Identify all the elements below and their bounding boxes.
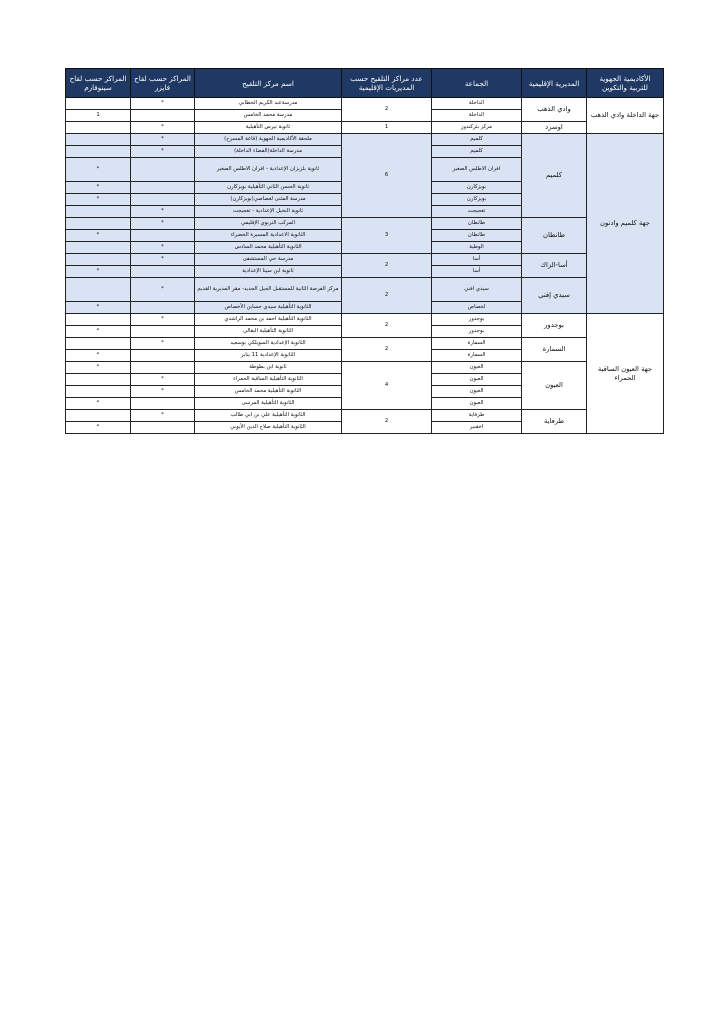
commune-cell: العيون bbox=[432, 398, 522, 410]
sinopharm-cell: 1 bbox=[66, 110, 131, 122]
commune-cell: أسا bbox=[432, 266, 522, 278]
commune-cell: بوجدور bbox=[432, 326, 522, 338]
header-commune: الجماعة bbox=[432, 69, 522, 98]
center-name-cell: الثانوية التأهيلية احمد بن محمد الراشدي bbox=[195, 314, 342, 326]
center-name-cell: ثانوية ابن بطوطة bbox=[195, 362, 342, 374]
pfizer-cell: * bbox=[131, 410, 195, 422]
header-count: عدد مراكز التلقيح حسب المديريات الإقليمية bbox=[342, 69, 432, 98]
center-name-cell: الثانوية الإعدادية السويلكي بوسعيد bbox=[195, 338, 342, 350]
sinopharm-cell: * bbox=[66, 266, 131, 278]
center-name-cell: مدرسة حي المستشفى bbox=[195, 254, 342, 266]
sinopharm-cell bbox=[66, 146, 131, 158]
center-name-cell: الثانوية التأهيلية المرسى bbox=[195, 398, 342, 410]
table-row bbox=[66, 278, 664, 302]
pfizer-cell bbox=[131, 350, 195, 362]
pfizer-cell bbox=[131, 326, 195, 338]
vaccination-centers-table bbox=[65, 68, 664, 434]
commune-cell: طانطان bbox=[432, 218, 522, 230]
header-pfizer: المراكز حسب لقاح فايزر bbox=[131, 69, 195, 98]
sinopharm-cell: * bbox=[66, 230, 131, 242]
sinopharm-cell bbox=[66, 374, 131, 386]
commune-cell: بويزكارن bbox=[432, 182, 522, 194]
sinopharm-cell: * bbox=[66, 422, 131, 434]
commune-cell: الداخلة bbox=[432, 98, 522, 110]
sinopharm-cell bbox=[66, 278, 131, 302]
pfizer-cell: * bbox=[131, 338, 195, 350]
academy-cell: جهة كلميم وادنون bbox=[587, 134, 664, 314]
commune-cell: العيون bbox=[432, 362, 522, 374]
directorate-cell: طانطان bbox=[522, 218, 587, 254]
sinopharm-cell: * bbox=[66, 398, 131, 410]
pfizer-cell: * bbox=[131, 122, 195, 134]
pfizer-cell: * bbox=[131, 98, 195, 110]
table-row bbox=[66, 134, 664, 146]
center-name-cell: الثانوية الاعدادية المسيرة الخضراء bbox=[195, 230, 342, 242]
header-center: اسم مركز التلقيح bbox=[195, 69, 342, 98]
commune-cell: سيدي افني bbox=[432, 278, 522, 302]
sinopharm-cell bbox=[66, 218, 131, 230]
commune-cell: كلميم bbox=[432, 146, 522, 158]
pfizer-cell: * bbox=[131, 146, 195, 158]
commune-cell: الوطية bbox=[432, 242, 522, 254]
table-row bbox=[66, 122, 664, 134]
header-academy: الأكاديمية الجهوية للتربية والتكوين bbox=[587, 69, 664, 98]
pfizer-cell bbox=[131, 266, 195, 278]
center-name-cell: مدرسة الداخلة(الفضاء الداخلة) bbox=[195, 146, 342, 158]
sinopharm-cell bbox=[66, 98, 131, 110]
center-name-cell: الثانوية التأهيلية صلاح الدين الأيوبي bbox=[195, 422, 342, 434]
commune-cell: مركز بئركندوز bbox=[432, 122, 522, 134]
center-name-cell: الثانوية التأهيلية سيدي حساين الأخصاص bbox=[195, 302, 342, 314]
center-name-cell: الثانوية التأهيلية الساقية الحمراء bbox=[195, 374, 342, 386]
pfizer-cell: * bbox=[131, 206, 195, 218]
pfizer-cell bbox=[131, 230, 195, 242]
sinopharm-cell bbox=[66, 206, 131, 218]
pfizer-cell: * bbox=[131, 218, 195, 230]
pfizer-cell bbox=[131, 158, 195, 182]
center-count-cell: 3 bbox=[342, 218, 432, 254]
sinopharm-cell: * bbox=[66, 326, 131, 338]
pfizer-cell bbox=[131, 422, 195, 434]
pfizer-cell bbox=[131, 182, 195, 194]
center-name-cell: ثانوية النخيل الإعدادية - تغجيجت bbox=[195, 206, 342, 218]
commune-cell: العيون bbox=[432, 386, 522, 398]
center-count-cell: 2 bbox=[342, 278, 432, 314]
pfizer-cell: * bbox=[131, 314, 195, 326]
commune-cell: لخصاص bbox=[432, 302, 522, 314]
directorate-cell: السمارة bbox=[522, 338, 587, 362]
commune-cell: العيون bbox=[432, 374, 522, 386]
commune-cell: طانطان bbox=[432, 230, 522, 242]
sinopharm-cell bbox=[66, 410, 131, 422]
center-name-cell: الثانوية التأهيلية علي بن ابي طالب bbox=[195, 410, 342, 422]
center-count-cell: 2 bbox=[342, 410, 432, 434]
pfizer-cell bbox=[131, 110, 195, 122]
pfizer-cell: * bbox=[131, 134, 195, 146]
commune-cell: الداخلة bbox=[432, 110, 522, 122]
directorate-cell: سيدي إفني bbox=[522, 278, 587, 314]
sinopharm-cell bbox=[66, 122, 131, 134]
sinopharm-cell: * bbox=[66, 350, 131, 362]
table-row bbox=[66, 338, 664, 350]
center-count-cell: 2 bbox=[342, 338, 432, 362]
commune-cell: أسا bbox=[432, 254, 522, 266]
sinopharm-cell: * bbox=[66, 194, 131, 206]
table-row bbox=[66, 362, 664, 374]
center-name-cell: ثانوية ابن سينا الإعدادية bbox=[195, 266, 342, 278]
directorate-cell: طرفاية bbox=[522, 410, 587, 434]
sinopharm-cell: * bbox=[66, 362, 131, 374]
sinopharm-cell bbox=[66, 386, 131, 398]
sinopharm-cell bbox=[66, 314, 131, 326]
table-row bbox=[66, 98, 664, 110]
directorate-cell: اوسرد bbox=[522, 122, 587, 134]
center-name-cell: الثانوية التأهيلية البقالي bbox=[195, 326, 342, 338]
pfizer-cell bbox=[131, 362, 195, 374]
header-directorate: المديرية الإقليمية bbox=[522, 69, 587, 98]
commune-cell: السمارة bbox=[432, 338, 522, 350]
directorate-cell: وادي الذهب bbox=[522, 98, 587, 122]
center-count-cell: 2 bbox=[342, 254, 432, 278]
commune-cell: بوجدور bbox=[432, 314, 522, 326]
center-name-cell: الثانوية التأهيلية محمد الخامس bbox=[195, 386, 342, 398]
center-name-cell: مركز الفرصة الثانية للمستقبل الجيل الجديد- مقر المديرية القديم bbox=[195, 278, 342, 302]
center-name-cell: ملحقة الأكاديمية الجهوية (قاعة المسرح) bbox=[195, 134, 342, 146]
commune-cell: تغجيجت bbox=[432, 206, 522, 218]
sinopharm-cell: * bbox=[66, 182, 131, 194]
pfizer-cell: * bbox=[131, 278, 195, 302]
center-count-cell: 2 bbox=[342, 314, 432, 338]
commune-cell: افران الاطلس الصغير bbox=[432, 158, 522, 182]
sinopharm-cell bbox=[66, 134, 131, 146]
sinopharm-cell bbox=[66, 338, 131, 350]
pfizer-cell bbox=[131, 398, 195, 410]
table-row bbox=[66, 410, 664, 422]
center-name-cell: مدرسةعبد الكريم الخطابي bbox=[195, 98, 342, 110]
commune-cell: كلميم bbox=[432, 134, 522, 146]
pfizer-cell: * bbox=[131, 386, 195, 398]
center-name-cell: المركب التربوي الإقليمي bbox=[195, 218, 342, 230]
commune-cell: اخفنير bbox=[432, 422, 522, 434]
directorate-cell: العيون bbox=[522, 362, 587, 410]
center-count-cell: 6 bbox=[342, 134, 432, 218]
center-name-cell: مدرسة محمد الخامس bbox=[195, 110, 342, 122]
center-count-cell: 1 bbox=[342, 122, 432, 134]
table-row bbox=[66, 314, 664, 326]
header-sinopharm: المراكز حسب لقاح سينوفارم bbox=[66, 69, 131, 98]
center-name-cell: الثانوية الإعدادية 11 يناير bbox=[195, 350, 342, 362]
academy-cell: جهة الداخلة وادي الذهب bbox=[587, 98, 664, 134]
center-name-cell: ثانوية الحسن الثاني التأهيلية بويزكارن bbox=[195, 182, 342, 194]
pfizer-cell: * bbox=[131, 254, 195, 266]
center-count-cell: 2 bbox=[342, 98, 432, 122]
table-row bbox=[66, 254, 664, 266]
center-name-cell: الثانوية التأهيلية محمد السادس bbox=[195, 242, 342, 254]
pfizer-cell: * bbox=[131, 242, 195, 254]
sinopharm-cell bbox=[66, 254, 131, 266]
academy-cell: جهة العيون الساقية الحمراء bbox=[587, 314, 664, 434]
sinopharm-cell: * bbox=[66, 158, 131, 182]
center-count-cell: 4 bbox=[342, 362, 432, 410]
directorate-cell: أسا-الزاك bbox=[522, 254, 587, 278]
sinopharm-cell: * bbox=[66, 302, 131, 314]
commune-cell: بويزكارن bbox=[432, 194, 522, 206]
center-name-cell: مدرسة المثنى لغصاصي(بويزكارن) bbox=[195, 194, 342, 206]
pfizer-cell: * bbox=[131, 374, 195, 386]
sinopharm-cell bbox=[66, 242, 131, 254]
center-name-cell: ثانوية بلزيزان الإعدادية - افران الاطلس الصغير bbox=[195, 158, 342, 182]
table-row bbox=[66, 218, 664, 230]
pfizer-cell bbox=[131, 194, 195, 206]
header-row bbox=[66, 69, 664, 98]
directorate-cell: كلميم bbox=[522, 134, 587, 218]
pfizer-cell bbox=[131, 302, 195, 314]
commune-cell: طرفاية bbox=[432, 410, 522, 422]
commune-cell: السمارة bbox=[432, 350, 522, 362]
directorate-cell: بوجدور bbox=[522, 314, 587, 338]
center-name-cell: ثانوية تيرس التأهيلية bbox=[195, 122, 342, 134]
